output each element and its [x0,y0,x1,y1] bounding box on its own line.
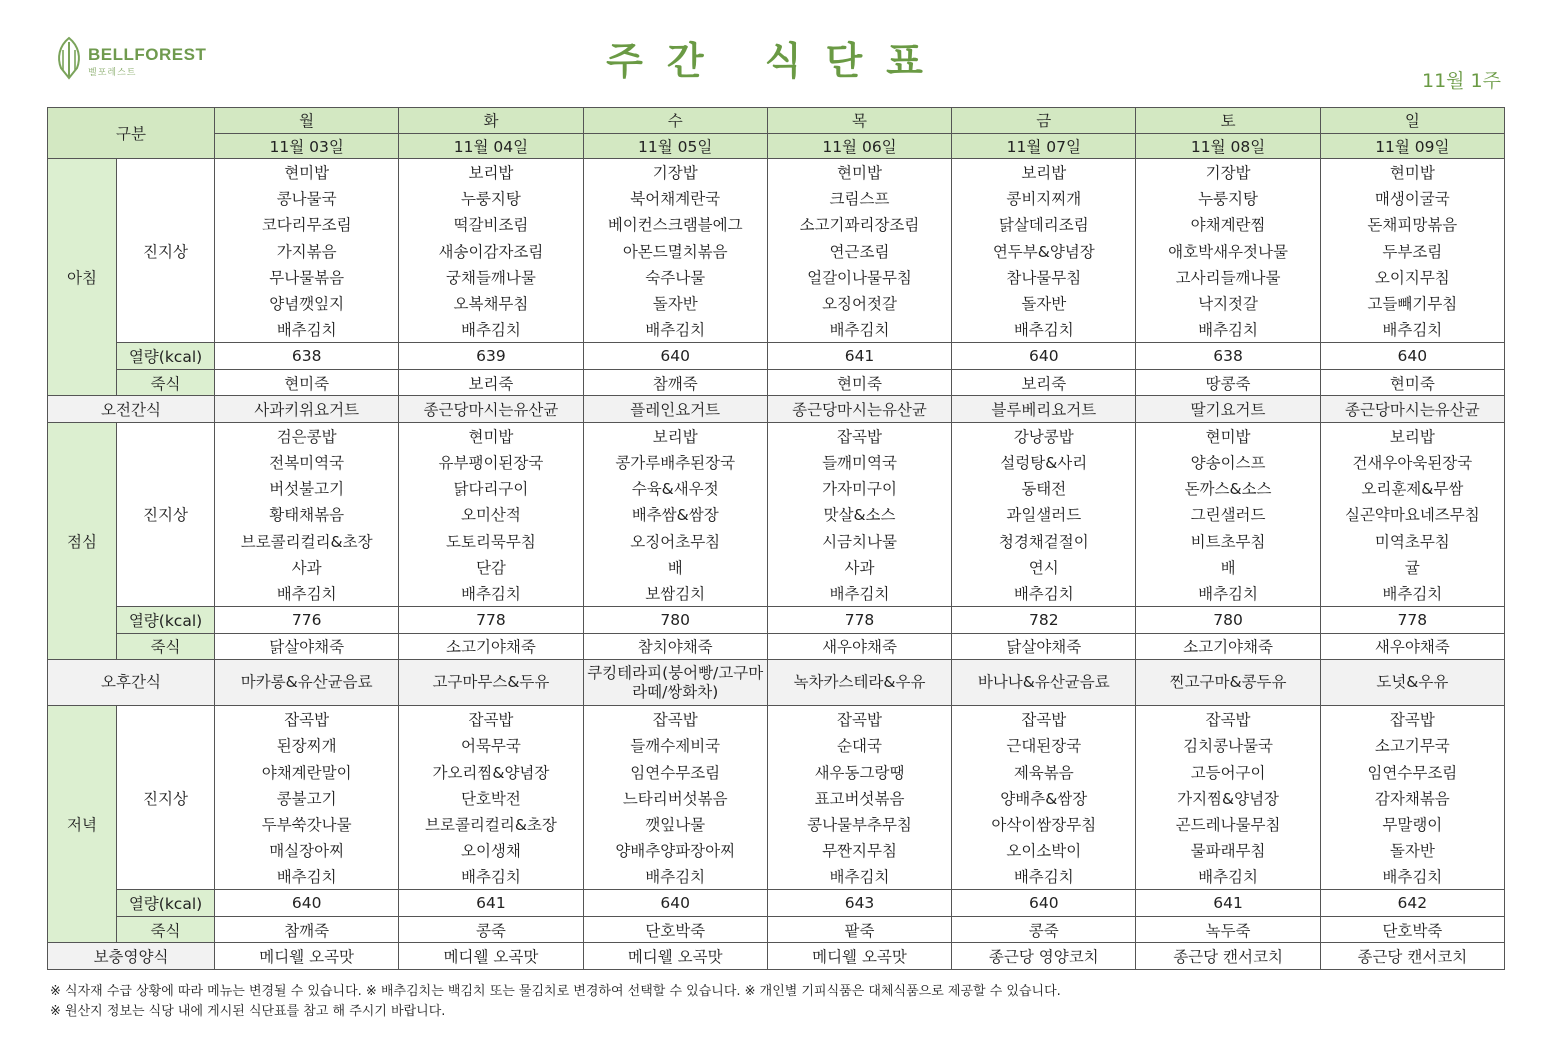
pm_snack-item: 마카롱&유산균음료 [215,660,399,706]
menu-item: 기장밥 [1136,159,1320,186]
pm_snack-label: 오후간식 [48,660,215,706]
menu-item: 배추쌈&쌈장 [583,501,767,527]
menu-item: 무짠지무침 [767,837,951,863]
breakfast-kcal-row [48,343,1505,370]
menu-item: 과일샐러드 [952,501,1136,527]
kcal-value: 641 [767,343,951,370]
menu-item: 현미밥 [1320,159,1504,186]
supplement-item: 메디웰 오곡맛 [215,943,399,970]
date-header: 11월 04일 [399,133,583,159]
pm_snack-item: 도넛&우유 [1320,660,1504,706]
menu-item: 숙주나물 [583,264,767,290]
porridge-item: 현미죽 [767,369,951,396]
menu-item: 돌자반 [583,290,767,316]
porridge-item: 참깨죽 [215,916,399,943]
menu-item: 참나물무침 [952,264,1136,290]
menu-item: 오이생채 [399,837,583,863]
menu-item: 콩가루배추된장국 [583,449,767,475]
menu-item: 배 [583,554,767,580]
day-header-row [48,108,1505,134]
pm_snack-item: 쿠킹테라피(붕어빵/고구마라떼/쌍화차) [583,660,767,706]
breakfast-label: 아침 [48,159,117,396]
menu-item: 느타리버섯볶음 [583,785,767,811]
menu-item: 보쌈김치 [583,580,767,607]
kcal-value: 641 [1136,890,1320,917]
weekly-menu-table [47,107,1505,970]
menu-item: 고등어구이 [1136,759,1320,785]
menu-item: 오복채무침 [399,290,583,316]
menu-item: 제육볶음 [952,759,1136,785]
menu-item: 들깨수제비국 [583,732,767,758]
dinner-kcal-row [48,890,1505,917]
am_snack-item: 플레인요거트 [583,396,767,423]
menu-item: 보리밥 [1320,422,1504,449]
menu-item: 전복미역국 [215,449,399,475]
menu-item: 돈까스&소스 [1136,475,1320,501]
brand-subtitle: 벨포레스트 [88,68,137,78]
day-header: 금 [952,108,1136,134]
kcal-value: 780 [583,607,767,634]
menu-item: 콩나물부추무침 [767,811,951,837]
note-line: ※ 식자재 수급 상황에 따라 메뉴는 변경될 수 있습니다. ※ 배추김치는 백김치 또는 물김치로 변경하여 선택할 수 있습니다. ※ 개인별 기피식품은 대체식품으로 제공할 수 있습니다. [50,984,1061,999]
day-header: 토 [1136,108,1320,134]
menu-item: 근대된장국 [952,732,1136,758]
porridge-item: 단호박죽 [583,916,767,943]
kcal-label: 열량(kcal) [117,607,215,634]
menu-item: 표고버섯볶음 [767,785,951,811]
menu-item: 콩불고기 [215,785,399,811]
breakfast-main-row [48,264,1505,290]
menu-item: 단호박전 [399,785,583,811]
menu-item: 사과 [215,554,399,580]
menu-item: 돌자반 [1320,837,1504,863]
menu-item: 무나물볶음 [215,264,399,290]
menu-item: 양송이스프 [1136,449,1320,475]
menu-item: 아삭이쌈장무침 [952,811,1136,837]
brand-name: BELLFOREST [88,45,207,64]
menu-item: 배추김치 [767,580,951,607]
supplement-item: 메디웰 오곡맛 [767,943,951,970]
menu-item: 배추김치 [1320,316,1504,343]
kcal-value: 776 [215,607,399,634]
kcal-value: 782 [952,607,1136,634]
date-header-row [48,133,1505,159]
menu-item: 매실장아찌 [215,837,399,863]
menu-item: 배추김치 [1320,580,1504,607]
porridge-item: 닭살야채죽 [952,633,1136,660]
menu-item: 애호박새우젓나물 [1136,238,1320,264]
menu-item: 고사리들깨나물 [1136,264,1320,290]
menu-item: 무말랭이 [1320,811,1504,837]
kcal-value: 640 [583,343,767,370]
kcal-value: 642 [1320,890,1504,917]
menu-item: 오징어초무침 [583,528,767,554]
menu-item: 보리밥 [583,422,767,449]
menu-item: 잡곡밥 [767,422,951,449]
pm_snack-item: 녹차카스테라&우유 [767,660,951,706]
menu-item: 강낭콩밥 [952,422,1136,449]
menu-item: 현미밥 [215,159,399,186]
menu-item: 얼갈이나물무침 [767,264,951,290]
day-header: 일 [1320,108,1504,134]
menu-item: 김치콩나물국 [1136,732,1320,758]
menu-item: 잡곡밥 [399,706,583,733]
menu-item: 누룽지탕 [1136,185,1320,211]
day-header: 화 [399,108,583,134]
page-title: 주간 식단표 [606,39,947,83]
porridge-item: 새우야채죽 [767,633,951,660]
menu-item: 양념깻잎지 [215,290,399,316]
am_snack-item: 블루베리요거트 [952,396,1136,423]
dinner-porridge-row [48,916,1505,943]
menu-item: 어묵무국 [399,732,583,758]
menu-item: 궁채들깨나물 [399,264,583,290]
menu-item: 된장찌개 [215,732,399,758]
lunch-main-row [48,475,1505,501]
porridge-item: 단호박죽 [1320,916,1504,943]
menu-item: 배추김치 [215,863,399,890]
menu-item: 감자채볶음 [1320,785,1504,811]
menu-item: 배추김치 [399,316,583,343]
menu-item: 귤 [1320,554,1504,580]
menu-item: 순대국 [767,732,951,758]
menu-item: 소고기무국 [1320,732,1504,758]
menu-item: 청경채겉절이 [952,528,1136,554]
menu-item: 콩나물국 [215,185,399,211]
kcal-value: 638 [1136,343,1320,370]
menu-item: 배추김치 [1136,580,1320,607]
menu-item: 아몬드멸치볶음 [583,238,767,264]
menu-item: 매생이굴국 [1320,185,1504,211]
porridge-item: 콩죽 [399,916,583,943]
menu-item: 곤드레나물무침 [1136,811,1320,837]
kcal-value: 778 [767,607,951,634]
lunch-main-row [48,554,1505,580]
lunch-main-row [48,449,1505,475]
am_snack-item: 종근당마시는유산균 [1320,396,1504,423]
porridge-label: 죽식 [117,916,215,943]
lunch-label: 점심 [48,422,117,659]
breakfast-main-row [48,316,1505,343]
menu-item: 배추김치 [767,316,951,343]
menu-item: 새송이감자조림 [399,238,583,264]
supplement-row [48,943,1505,970]
menu-item: 배추김치 [952,863,1136,890]
dinner-main-row [48,706,1505,733]
dinner-label: 저녁 [48,706,117,943]
main-set-label: 진지상 [117,706,215,890]
breakfast-porridge-row [48,369,1505,396]
porridge-item: 콩죽 [952,916,1136,943]
menu-item: 누룽지탕 [399,185,583,211]
menu-item: 잡곡밥 [952,706,1136,733]
breakfast-main-row [48,211,1505,237]
porridge-item: 소고기야채죽 [1136,633,1320,660]
dinner-main-row [48,811,1505,837]
porridge-item: 소고기야채죽 [399,633,583,660]
dinner-main-row [48,785,1505,811]
kcal-value: 640 [1320,343,1504,370]
breakfast-main-row [48,185,1505,211]
porridge-item: 현미죽 [215,369,399,396]
menu-item: 브로콜리컬리&초장 [215,528,399,554]
kcal-value: 639 [399,343,583,370]
menu-item: 들깨미역국 [767,449,951,475]
kcal-value: 638 [215,343,399,370]
menu-item: 코다리무조림 [215,211,399,237]
menu-item: 잡곡밥 [583,706,767,733]
menu-item: 오이소박이 [952,837,1136,863]
menu-item: 비트초무침 [1136,528,1320,554]
menu-item: 배추김치 [215,316,399,343]
supplement-item: 종근당 캔서코치 [1136,943,1320,970]
menu-item: 배추김치 [215,580,399,607]
menu-item: 잡곡밥 [1136,706,1320,733]
main-set-label: 진지상 [117,422,215,606]
lunch-kcal-row [48,607,1505,634]
menu-item: 잡곡밥 [1320,706,1504,733]
week-label: 11월 1주 [1421,70,1501,92]
menu-item: 배추김치 [952,580,1136,607]
lunch-porridge-row [48,633,1505,660]
kcal-value: 643 [767,890,951,917]
kcal-label: 열량(kcal) [117,890,215,917]
breakfast-main-row [48,159,1505,186]
kcal-value: 640 [215,890,399,917]
menu-item: 오징어젓갈 [767,290,951,316]
menu-item: 설렁탕&사리 [952,449,1136,475]
menu-item: 두부쑥갓나물 [215,811,399,837]
kcal-value: 778 [1320,607,1504,634]
dinner-main-row [48,837,1505,863]
menu-item: 배추김치 [399,580,583,607]
date-header: 11월 08일 [1136,133,1320,159]
note-line: ※ 원산지 정보는 식당 내에 게시된 식단표를 참고 해 주시기 바랍니다. [50,1004,446,1019]
menu-item: 임연수무조림 [1320,759,1504,785]
menu-item: 단감 [399,554,583,580]
supplement-item: 메디웰 오곡맛 [583,943,767,970]
porridge-item: 땅콩죽 [1136,369,1320,396]
porridge-item: 보리죽 [952,369,1136,396]
menu-item: 도토리묵무침 [399,528,583,554]
porridge-label: 죽식 [117,369,215,396]
menu-item: 배추김치 [952,316,1136,343]
menu-item: 기장밥 [583,159,767,186]
menu-item: 가자미구이 [767,475,951,501]
menu-item: 베이컨스크램블에그 [583,211,767,237]
menu-item: 양배추&쌈장 [952,785,1136,811]
menu-item: 돌자반 [952,290,1136,316]
porridge-item: 새우야채죽 [1320,633,1504,660]
porridge-item: 팥죽 [767,916,951,943]
dinner-main-row [48,759,1505,785]
menu-item: 연두부&양념장 [952,238,1136,264]
menu-item: 오미산적 [399,501,583,527]
pm_snack-item: 바나나&유산균음료 [952,660,1136,706]
menu-item: 연시 [952,554,1136,580]
menu-item: 떡갈비조림 [399,211,583,237]
menu-item: 닭살데리조림 [952,211,1136,237]
dinner-main-row [48,863,1505,890]
menu-item: 가지찜&양념장 [1136,785,1320,811]
main-set-label: 진지상 [117,159,215,343]
menu-item: 야채계란말이 [215,759,399,785]
kcal-value: 640 [952,890,1136,917]
menu-item: 맛살&소스 [767,501,951,527]
menu-item: 고들빼기무침 [1320,290,1504,316]
porridge-item: 녹두죽 [1136,916,1320,943]
supplement-label: 보충영양식 [48,943,215,970]
menu-item: 배추김치 [583,316,767,343]
category-header: 구분 [48,108,215,159]
lunch-main-row [48,501,1505,527]
menu-item: 사과 [767,554,951,580]
am_snack-row [48,396,1505,423]
am_snack-item: 종근당마시는유산균 [399,396,583,423]
menu-item: 황태채볶음 [215,501,399,527]
date-header: 11월 07일 [952,133,1136,159]
menu-item: 브로콜리컬리&초장 [399,811,583,837]
menu-item: 보리밥 [399,159,583,186]
menu-item: 미역초무침 [1320,528,1504,554]
menu-item: 소고기꽈리장조림 [767,211,951,237]
menu-item: 물파래무침 [1136,837,1320,863]
menu-item: 양배추양파장아찌 [583,837,767,863]
menu-item: 그린샐러드 [1136,501,1320,527]
notes [50,982,1061,1022]
menu-item: 배추김치 [1136,863,1320,890]
menu-item: 새우동그랑땡 [767,759,951,785]
supplement-item: 종근당 영양코치 [952,943,1136,970]
menu-item: 콩비지찌개 [952,185,1136,211]
breakfast-main-row [48,238,1505,264]
menu-item: 오리훈제&무쌈 [1320,475,1504,501]
dinner-main-row [48,732,1505,758]
am_snack-item: 딸기요거트 [1136,396,1320,423]
kcal-value: 778 [399,607,583,634]
menu-item: 임연수무조림 [583,759,767,785]
menu-item: 현미밥 [399,422,583,449]
menu-item: 실곤약마요네즈무침 [1320,501,1504,527]
menu-item: 배추김치 [1320,863,1504,890]
menu-item: 배 [1136,554,1320,580]
menu-item: 건새우아욱된장국 [1320,449,1504,475]
menu-item: 보리밥 [952,159,1136,186]
menu-item: 깻잎나물 [583,811,767,837]
day-header: 목 [767,108,951,134]
menu-item: 유부팽이된장국 [399,449,583,475]
day-header: 월 [215,108,399,134]
porridge-item: 보리죽 [399,369,583,396]
menu-item: 크림스프 [767,185,951,211]
porridge-item: 닭살야채죽 [215,633,399,660]
menu-item: 배추김치 [767,863,951,890]
porridge-label: 죽식 [117,633,215,660]
menu-item: 가지볶음 [215,238,399,264]
lunch-main-row [48,580,1505,607]
kcal-value: 640 [952,343,1136,370]
menu-item: 동태전 [952,475,1136,501]
menu-item: 닭다리구이 [399,475,583,501]
date-header: 11월 03일 [215,133,399,159]
menu-item: 현미밥 [767,159,951,186]
pm_snack-row [48,660,1505,706]
menu-table-body [48,108,1505,970]
menu-item: 배추김치 [399,863,583,890]
date-header: 11월 05일 [583,133,767,159]
am_snack-label: 오전간식 [48,396,215,423]
date-header: 11월 09일 [1320,133,1504,159]
kcal-value: 641 [399,890,583,917]
menu-item: 버섯불고기 [215,475,399,501]
menu-item: 북어채계란국 [583,185,767,211]
menu-item: 낙지젓갈 [1136,290,1320,316]
menu-item: 수육&새우젓 [583,475,767,501]
menu-item: 오이지무침 [1320,264,1504,290]
lunch-main-row [48,422,1505,449]
kcal-label: 열량(kcal) [117,343,215,370]
menu-item: 연근조림 [767,238,951,264]
menu-item: 잡곡밥 [767,706,951,733]
menu-item: 검은콩밥 [215,422,399,449]
breakfast-main-row [48,290,1505,316]
supplement-item: 종근당 캔서코치 [1320,943,1504,970]
pm_snack-item: 고구마무스&두유 [399,660,583,706]
am_snack-item: 사과키위요거트 [215,396,399,423]
menu-item: 배추김치 [583,863,767,890]
day-header: 수 [583,108,767,134]
menu-item: 야채계란찜 [1136,211,1320,237]
supplement-item: 메디웰 오곡맛 [399,943,583,970]
menu-item: 시금치나물 [767,528,951,554]
kcal-value: 640 [583,890,767,917]
am_snack-item: 종근당마시는유산균 [767,396,951,423]
menu-item: 돈채피망볶음 [1320,211,1504,237]
porridge-item: 참깨죽 [583,369,767,396]
menu-item: 가오리찜&양념장 [399,759,583,785]
porridge-item: 참치야채죽 [583,633,767,660]
menu-item: 잡곡밥 [215,706,399,733]
pm_snack-item: 찐고구마&콩두유 [1136,660,1320,706]
date-header: 11월 06일 [767,133,951,159]
menu-item: 배추김치 [1136,316,1320,343]
menu-item: 두부조림 [1320,238,1504,264]
porridge-item: 현미죽 [1320,369,1504,396]
kcal-value: 780 [1136,607,1320,634]
lunch-main-row [48,528,1505,554]
menu-item: 현미밥 [1136,422,1320,449]
